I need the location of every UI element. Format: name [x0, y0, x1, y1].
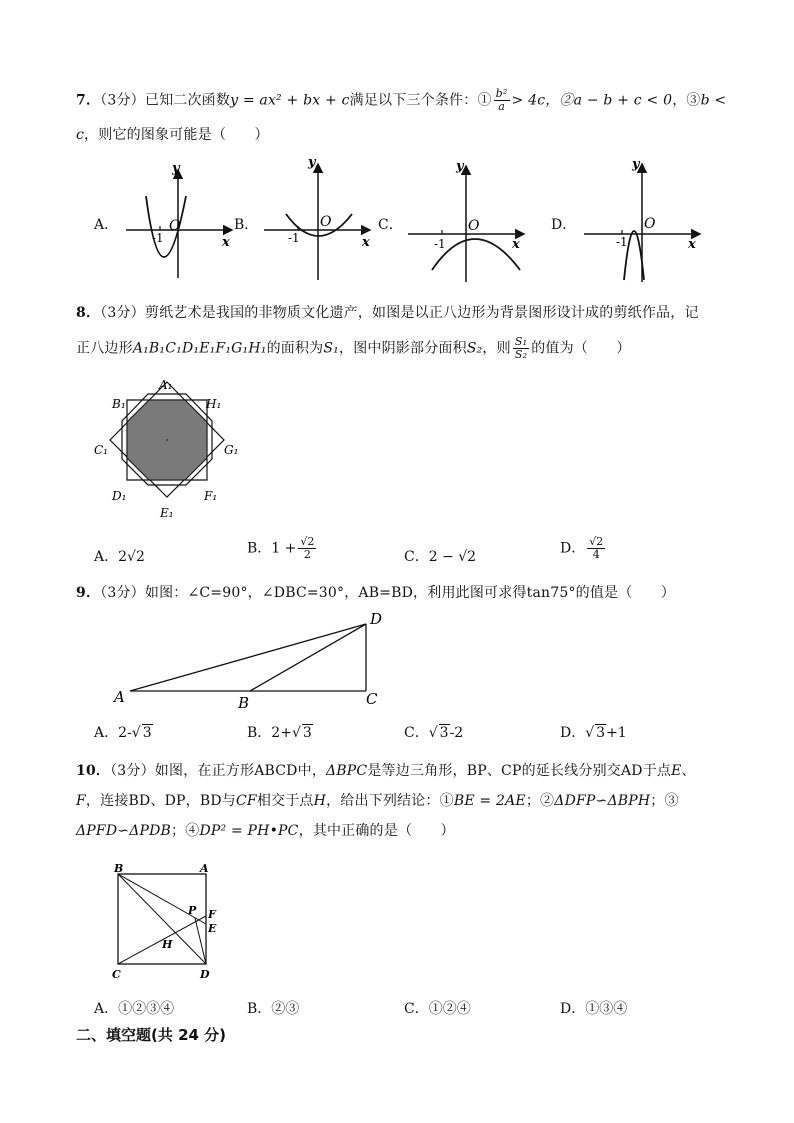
- q10-line1-tail: 、: [681, 763, 696, 779]
- q10-label-f: F: [208, 908, 216, 921]
- q9-segment-bd: [250, 624, 366, 691]
- q7-option-b[interactable]: B．: [234, 217, 259, 233]
- q7b-neg1-label: -1: [288, 231, 300, 245]
- q8-line2-pre: 正八边形: [76, 340, 133, 357]
- q10-segment-cf: CF: [236, 793, 257, 809]
- q8-line2: [76, 336, 631, 361]
- q7-option-d[interactable]: D．: [551, 217, 577, 233]
- q10-conclusion-3: ΔPFD∽ΔPDB: [76, 823, 172, 839]
- q9-label-b: B: [238, 694, 250, 712]
- q10-option-d-value: ①③④: [585, 1001, 628, 1017]
- q10-line3: [76, 820, 455, 840]
- q7-cond2: a − b + c < 0: [573, 92, 673, 109]
- q10-line3-mid: ；④: [171, 823, 200, 839]
- q7-cond3-pre: ，③: [672, 92, 701, 109]
- q7a-y-label: y: [172, 161, 180, 176]
- q8-label-a1: A₁: [159, 378, 173, 392]
- q8-s2: S₂: [466, 340, 483, 357]
- q7-graph-b: [258, 152, 378, 284]
- q8-label-e1: E₁: [160, 506, 174, 520]
- q7-cond3-c: c: [76, 127, 85, 143]
- q8-line2-tail: 的值为（ ）: [531, 340, 631, 357]
- q9-option-d-radicand: 3: [596, 725, 606, 741]
- q8-fraction: $\frac{\text{S₁}}{\text{S₂}}$: [514, 335, 528, 361]
- q10-label-h: H: [162, 938, 173, 951]
- q10-line2-tail: ；③: [650, 793, 679, 809]
- q7d-origin-label: O: [644, 216, 656, 232]
- q9-label-c: C: [366, 690, 378, 708]
- q7-cond1: > 4c，②: [511, 92, 574, 109]
- q8-option-c[interactable]: C．2 − √2: [404, 549, 477, 565]
- q8-option-b-pre: 1 +: [271, 540, 297, 557]
- q8-octagon-figure: [92, 374, 252, 524]
- q10-option-b[interactable]: B．②③: [247, 1001, 300, 1017]
- q8-option-a-value: 2√2: [118, 549, 145, 565]
- q7-text-pre: （3分）已知二次函数: [100, 92, 231, 109]
- q8-line1-text: （3分）剪纸艺术是我国的非物质文化遗产，如图是以正八边形为背景图形设计成的剪纸作品，记: [100, 305, 699, 321]
- q10-option-c[interactable]: C．①②④: [404, 1001, 471, 1017]
- q8-label-b1: B₁: [112, 397, 126, 411]
- q7-line2-text: ，则它的图象可能是（ ）: [84, 127, 269, 143]
- q7c-origin-label: O: [468, 218, 480, 234]
- q7-text-mid: 满足以下三个条件：①: [349, 92, 492, 109]
- q10-line2: [76, 790, 679, 810]
- q10-line3-tail: ，其中正确的是（ ）: [298, 823, 455, 839]
- q9-option-b[interactable]: B．2+√ 3: [247, 725, 312, 741]
- q8-line1: 8．（3分）剪纸艺术是我国的非物质文化遗产，如图是以正八边形为背景图形设计成的剪纸作品，记: [76, 305, 699, 321]
- q10-point-f: F: [76, 793, 86, 809]
- q8-line2-mid2: ，图中阴影部分面积: [339, 340, 467, 357]
- q7-number: 7: [76, 92, 86, 109]
- section-2-heading: 二、填空题(共 24 分): [76, 1026, 227, 1044]
- q7-line1: 7．（3分）已知二次函数y = ax² + bx + c满足以下三个条件：① $\frac{\text{b²}}{a}$ > 4c，②a − b + c < 0，③b <: [76, 87, 727, 113]
- q8-label-d1: D₁: [112, 489, 127, 503]
- q9-segment-ad: [130, 624, 366, 691]
- q10-conclusion-1: BE = 2AE: [453, 793, 526, 809]
- q9-option-c-radicand: 3: [439, 725, 449, 741]
- q8-label-h1: H₁: [206, 397, 222, 411]
- q10-point-h: H: [313, 793, 327, 809]
- q8-number: 8: [76, 305, 86, 321]
- q7-graph-a: [120, 158, 240, 284]
- q7-function: y = ax² + bx + c: [230, 92, 350, 109]
- q9-option-a-radicand: 3: [142, 725, 152, 741]
- q8-octagon-name: A₁B₁C₁D₁E₁F₁G₁H₁: [132, 340, 267, 357]
- q9-option-c[interactable]: C．√ 3-2: [404, 725, 464, 741]
- q10-line2-mid4: ；②: [525, 793, 555, 809]
- q7-fraction: $\frac{\text{b²}}{a}$: [495, 87, 508, 113]
- q7b-y-label: y: [308, 155, 316, 170]
- q7d-y-label: y: [632, 157, 640, 172]
- q8-option-a[interactable]: A．2√2: [94, 549, 145, 565]
- q7-option-c[interactable]: C．: [378, 217, 403, 233]
- q10-option-d[interactable]: D．①③④: [560, 1001, 628, 1017]
- q8-label-f1: F₁: [204, 489, 218, 503]
- q9-text: （3分）如图：∠C=90°，∠DBC=30°，AB=BD，利用此图可求得tan75°的值是（ ）: [100, 585, 676, 601]
- q9-option-d[interactable]: D．√ 3+1: [560, 725, 627, 741]
- q10-point-e: E: [671, 763, 682, 779]
- q8-s1: S₁: [323, 340, 339, 357]
- q10-label-d: D: [200, 968, 210, 981]
- q8-label-c1: C₁: [94, 443, 108, 457]
- q7a-neg1-label: -1: [152, 231, 164, 245]
- q10-label-c: C: [112, 968, 121, 981]
- q7d-neg1-label: -1: [616, 235, 628, 249]
- q10-triangle: ΔBPC: [326, 763, 368, 779]
- q9-option-b-radicand: 3: [302, 725, 312, 741]
- q7-line2: [76, 124, 269, 144]
- q8-option-d[interactable]: D． $\frac{√2}{4}$: [560, 535, 604, 561]
- q10-line2-mid: ，连接BD、DP，BD与: [85, 793, 236, 809]
- q8-label-g1: G₁: [224, 443, 239, 457]
- q7a-x-label: x: [222, 235, 230, 250]
- q10-number: 10: [76, 763, 96, 779]
- q7c-x-label: x: [512, 237, 520, 252]
- q10-option-a[interactable]: A．①②③④: [94, 1001, 175, 1017]
- q7-option-a[interactable]: A．: [94, 217, 119, 233]
- q10-line1: 10．（3分）如图，在正方形ABCD中，ΔBPC是等边三角形，BP、CP的延长线分别交AD于点E、: [76, 763, 696, 779]
- q8-option-b[interactable]: B．1 + $\frac{√2}{2}$: [247, 535, 315, 561]
- q10-option-b-value: ②③: [271, 1001, 300, 1017]
- q8-line2-mid: 的面积为: [266, 340, 324, 357]
- q7b-x-label: x: [362, 235, 370, 250]
- q8-option-c-value: 2 − √2: [428, 549, 477, 565]
- q10-line1-pre: （3分）如图，在正方形ABCD中，: [110, 763, 326, 779]
- q7-cond3: b <: [700, 92, 727, 109]
- q10-label-p: P: [188, 904, 197, 917]
- q10-line2-mid2: 相交于点: [256, 793, 314, 809]
- q9-label-a: A: [114, 688, 125, 706]
- q7c-neg1-label: -1: [434, 237, 446, 251]
- q10-segment-pd: [195, 918, 206, 964]
- q7a-origin-label: O: [169, 218, 181, 234]
- q10-line2-mid3: ，给出下列结论：①: [326, 793, 454, 809]
- q9-option-a[interactable]: A．2-√ 3: [94, 725, 152, 741]
- q10-label-b: B: [114, 862, 124, 875]
- q9-triangle-figure: [108, 606, 398, 714]
- q7-graph-d: [578, 152, 708, 284]
- q10-option-a-value: ①②③④: [118, 1001, 175, 1017]
- q7d-x-label: x: [688, 237, 696, 252]
- q9-label-d: D: [370, 610, 383, 628]
- q10-square-figure: [106, 856, 230, 984]
- q10-line1-mid: 是等边三角形，BP、CP的延长线分别交AD于点: [367, 763, 672, 779]
- q8-line2-mid3: ，则: [482, 340, 511, 357]
- q7-graph-c: [402, 156, 532, 284]
- q10-label-a: A: [200, 862, 209, 875]
- q10-option-c-value: ①②④: [428, 1001, 471, 1017]
- q10-conclusion-2: ΔDFP∽ΔBPH: [554, 793, 651, 809]
- q9-line1: 9．（3分）如图：∠C=90°，∠DBC=30°，AB=BD，利用此图可求得tan75°的值是（ ）: [76, 585, 676, 601]
- q10-conclusion-4: DP² = PH•PC: [199, 823, 299, 839]
- q9-number: 9: [76, 585, 86, 601]
- q10-label-e: E: [208, 922, 217, 935]
- q7c-y-label: y: [456, 159, 464, 174]
- q7b-origin-label: O: [320, 214, 332, 230]
